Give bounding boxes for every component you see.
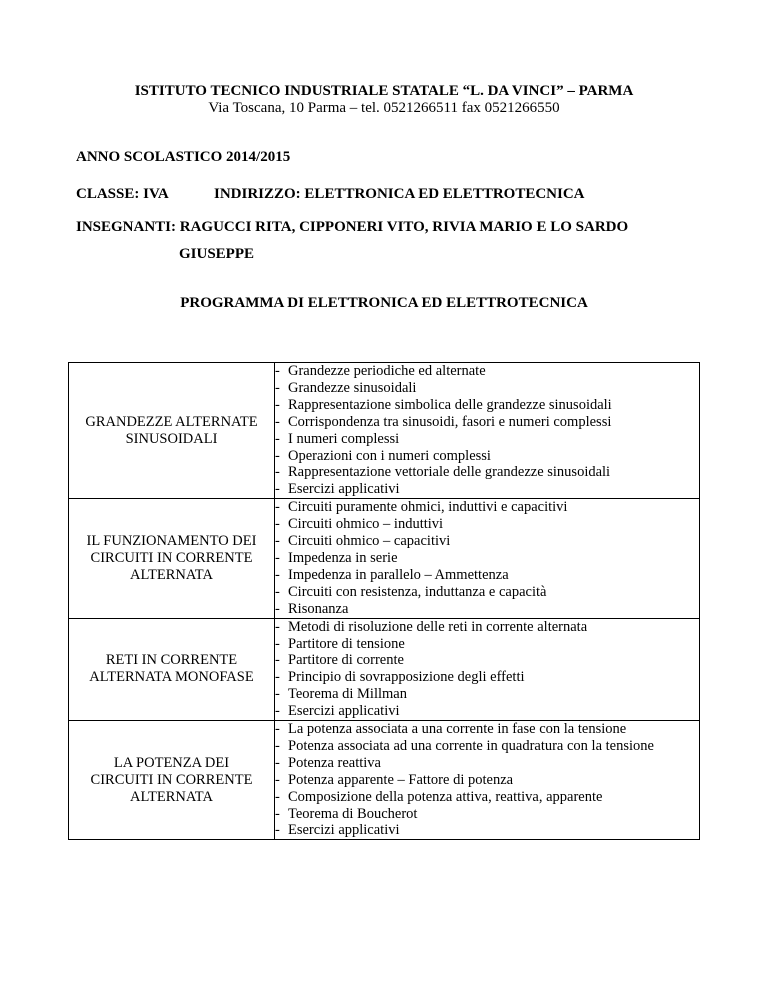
section-topic-line: ALTERNATA xyxy=(130,788,213,805)
program-table xyxy=(68,362,700,840)
list-item: - Corrispondenza tra sinusoidi, fasori e numeri complessi xyxy=(275,414,699,431)
section-topic-line: LA POTENZA DEI xyxy=(113,754,230,771)
list-item: - Rappresentazione vettoriale delle grandezze sinusoidali xyxy=(275,464,699,481)
list-item: - Teorema di Millman xyxy=(275,686,699,703)
list-item: - I numeri complessi xyxy=(275,431,699,448)
list-item: - Circuiti ohmico – capacitivi xyxy=(275,533,699,550)
section-item-list xyxy=(275,721,699,839)
list-item: - Esercizi applicativi xyxy=(275,703,699,720)
teachers-line-1: INSEGNANTI: RAGUCCI RITA, CIPPONERI VITO, RIVIA MARIO E LO SARDO xyxy=(76,219,629,235)
section-topic xyxy=(69,618,275,720)
list-item: - Teorema di Boucherot xyxy=(275,806,699,823)
table-row xyxy=(69,363,700,499)
section-item-list xyxy=(275,499,699,617)
list-item: - Circuiti con resistenza, induttanza e capacità xyxy=(275,584,699,601)
section-items xyxy=(275,499,700,618)
list-item: - Esercizi applicativi xyxy=(275,822,699,839)
list-item: - Operazioni con i numeri complessi xyxy=(275,448,699,465)
section-item-list xyxy=(275,619,699,720)
section-topic xyxy=(69,499,275,618)
section-topic-line: SINUSOIDALI xyxy=(125,430,218,447)
list-item: - Partitore di tensione xyxy=(275,636,699,653)
program-title: PROGRAMMA DI ELETTRONICA ED ELETTROTECNICA xyxy=(180,295,588,311)
list-item: - Potenza apparente – Fattore di potenza xyxy=(275,772,699,789)
section-topic-line: ALTERNATA MONOFASE xyxy=(89,669,254,686)
section-items xyxy=(275,618,700,720)
section-topic-line: GRANDEZZE ALTERNATE xyxy=(85,413,258,430)
list-item: - Grandezze sinusoidali xyxy=(275,380,699,397)
list-item: - Esercizi applicativi xyxy=(275,481,699,498)
course-label: INDIRIZZO: ELETTRONICA ED ELETTROTECNICA xyxy=(214,186,585,202)
school-name: ISTITUTO TECNICO INDUSTRIALE STATALE “L. DA VINCI” – PARMA xyxy=(134,83,634,99)
list-item: - Grandezze periodiche ed alternate xyxy=(275,363,699,380)
list-item: - Risonanza xyxy=(275,601,699,618)
section-topic xyxy=(69,363,275,499)
list-item: - Circuiti ohmico – induttivi xyxy=(275,516,699,533)
list-item: - Metodi di risoluzione delle reti in corrente alternata xyxy=(275,619,699,636)
table-row xyxy=(69,618,700,720)
section-topic-line: CIRCUITI IN CORRENTE xyxy=(90,549,253,566)
list-item: - Impedenza in serie xyxy=(275,550,699,567)
list-item: - Impedenza in parallelo – Ammettenza xyxy=(275,567,699,584)
section-topic-line: IL FUNZIONAMENTO DEI xyxy=(86,532,257,549)
list-item: - Partitore di corrente xyxy=(275,652,699,669)
section-items xyxy=(275,721,700,840)
teachers-line-2: GIUSEPPE xyxy=(179,246,255,262)
section-item-list xyxy=(275,363,699,498)
list-item: - La potenza associata a una corrente in fase con la tensione xyxy=(275,721,699,738)
class-label: CLASSE: IVA xyxy=(76,186,169,202)
list-item: - Rappresentazione simbolica delle grandezze sinusoidali xyxy=(275,397,699,414)
list-item: - Composizione della potenza attiva, reattiva, apparente xyxy=(275,789,699,806)
section-topic-line: ALTERNATA xyxy=(130,566,213,583)
list-item: - Potenza reattiva xyxy=(275,755,699,772)
list-item: - Circuiti puramente ohmici, induttivi e capacitivi xyxy=(275,499,699,516)
section-topic-line: CIRCUITI IN CORRENTE xyxy=(90,771,253,788)
table-row xyxy=(69,721,700,840)
program-table-body xyxy=(69,363,700,840)
school-year: ANNO SCOLASTICO 2014/2015 xyxy=(76,149,291,165)
table-row xyxy=(69,499,700,618)
list-item: - Principio di sovrapposizione degli effetti xyxy=(275,669,699,686)
section-topic xyxy=(69,721,275,840)
list-item: - Potenza associata ad una corrente in quadratura con la tensione xyxy=(275,738,699,755)
section-topic-line: RETI IN CORRENTE xyxy=(105,652,238,669)
school-address: Via Toscana, 10 Parma – tel. 0521266511 fax 0521266550 xyxy=(208,100,560,116)
section-items xyxy=(275,363,700,499)
